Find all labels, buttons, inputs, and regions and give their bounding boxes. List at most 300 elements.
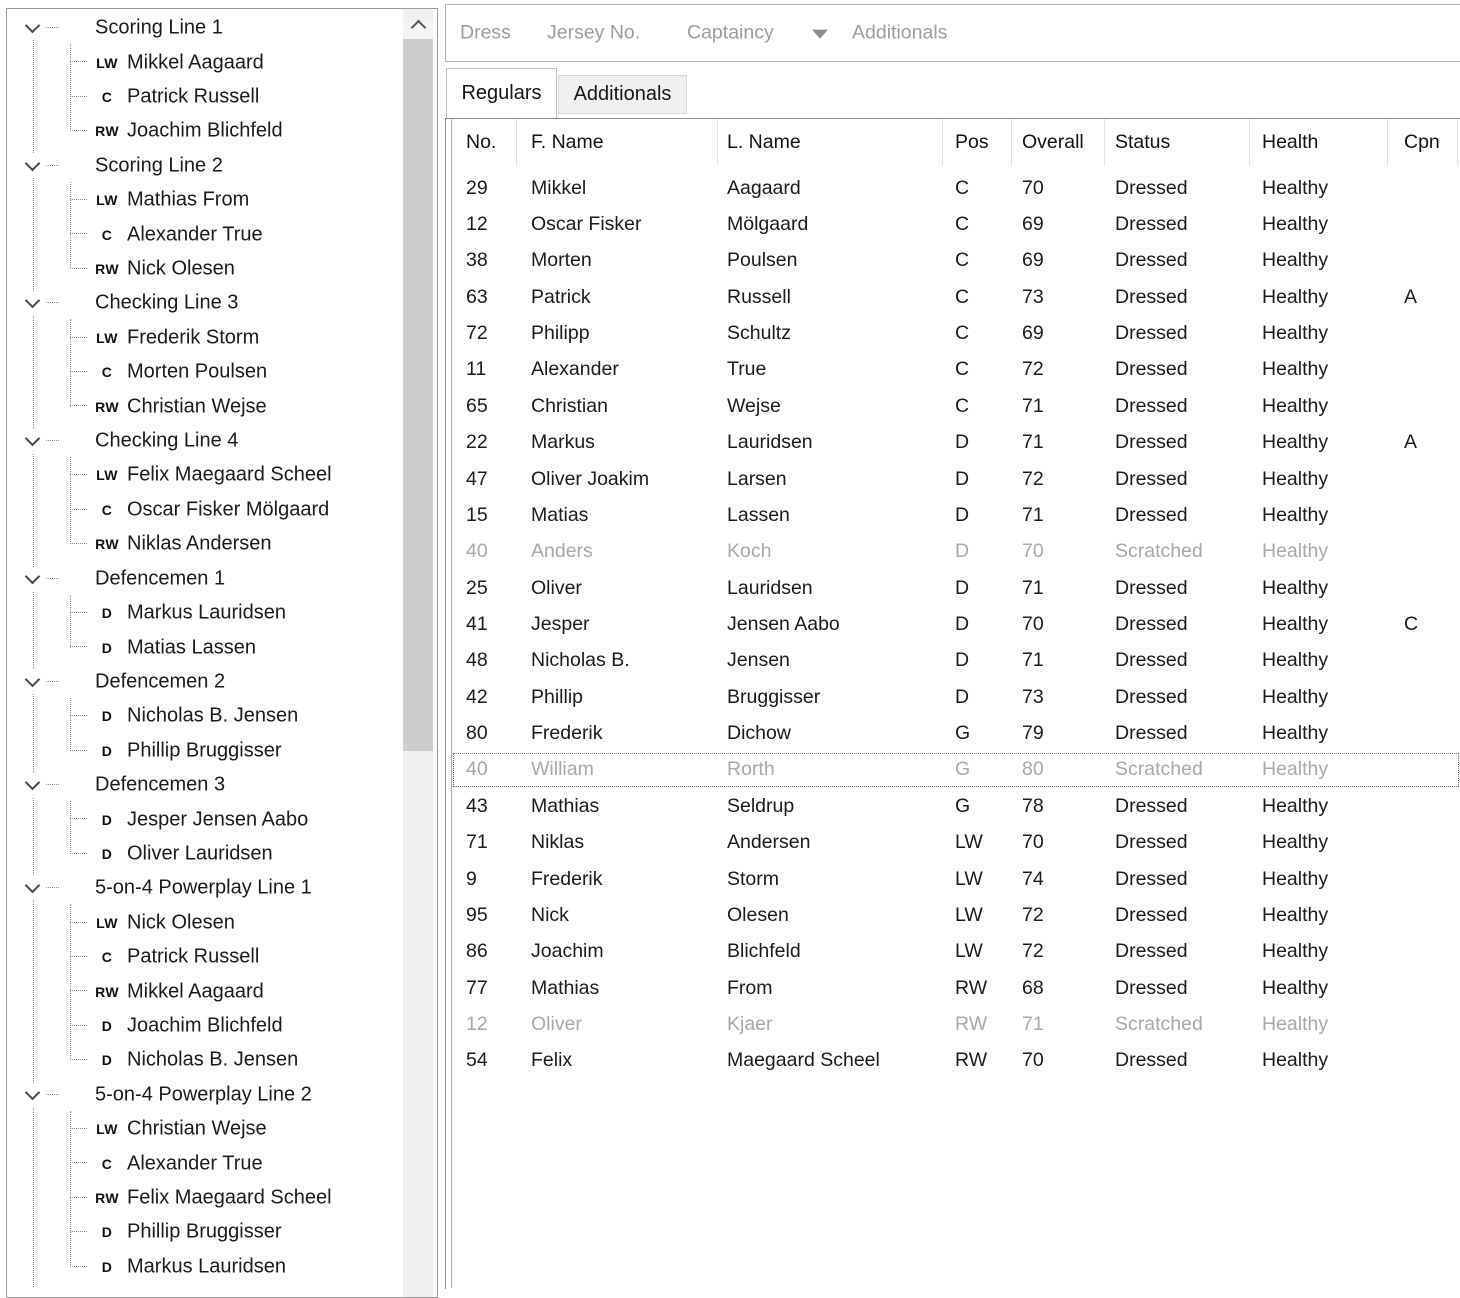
cell-health: Healthy xyxy=(1262,794,1329,817)
tree-player-item[interactable] xyxy=(7,1250,403,1284)
player-name: Christian Wejse xyxy=(127,395,267,418)
cell-pos: RW xyxy=(955,976,988,999)
player-name: Phillip Bruggisser xyxy=(127,739,282,762)
cell-no: 48 xyxy=(466,649,488,672)
tree-player-item[interactable] xyxy=(7,699,403,733)
cell-health: Healthy xyxy=(1262,722,1329,745)
cell-health: Healthy xyxy=(1262,976,1329,999)
cell-status: Dressed xyxy=(1115,249,1188,272)
cell-lname: Lassen xyxy=(727,503,790,526)
cell-no: 86 xyxy=(466,940,488,963)
cell-status: Scratched xyxy=(1115,1012,1203,1035)
tree-group-row[interactable] xyxy=(7,286,403,320)
lines-tree xyxy=(7,11,403,1297)
tree-connector xyxy=(70,853,87,854)
tree-group-row[interactable] xyxy=(7,11,403,45)
table-row[interactable] xyxy=(452,315,1460,351)
tree-connector xyxy=(46,681,59,682)
position-tag: D xyxy=(101,1258,113,1275)
position-tag: D xyxy=(101,1052,113,1069)
position-tag: RW xyxy=(95,123,119,140)
cell-status: Dressed xyxy=(1115,867,1188,890)
tree-connector xyxy=(46,302,59,303)
cell-health: Healthy xyxy=(1262,213,1329,236)
tree-expander[interactable] xyxy=(20,16,44,40)
cell-status: Dressed xyxy=(1115,976,1188,999)
tree-connector xyxy=(70,646,87,647)
cell-pos: C xyxy=(955,213,970,236)
tree-player-item[interactable] xyxy=(7,630,403,664)
tree-player-item[interactable] xyxy=(7,1112,403,1146)
column-header-lname[interactable]: L. Name xyxy=(718,119,943,166)
tree-connector xyxy=(70,543,87,544)
cell-fname: Philipp xyxy=(531,322,590,345)
tree-connector xyxy=(70,818,87,819)
tree-group-row[interactable] xyxy=(7,1078,403,1112)
cell-overall: 69 xyxy=(1022,249,1044,272)
tree-player-item[interactable] xyxy=(7,1146,403,1180)
tree-connector xyxy=(70,371,87,372)
table-body xyxy=(452,170,1460,1079)
cell-overall: 70 xyxy=(1022,176,1044,199)
position-tag: LW xyxy=(96,914,118,931)
cell-pos: D xyxy=(955,649,970,672)
cell-fname: Frederik xyxy=(531,722,603,745)
tree-connector xyxy=(70,509,87,510)
table-row[interactable] xyxy=(452,243,1460,279)
table-row[interactable] xyxy=(452,788,1460,824)
table-row[interactable] xyxy=(452,279,1460,315)
tree-group-block xyxy=(7,665,403,768)
cell-lname: True xyxy=(727,358,767,381)
table-row[interactable] xyxy=(452,461,1460,497)
cell-no: 11 xyxy=(466,358,487,381)
cell-fname: Alexander xyxy=(531,358,619,381)
tree-player-item[interactable] xyxy=(7,80,403,114)
cell-health: Healthy xyxy=(1262,176,1329,199)
tree-connector xyxy=(70,750,87,751)
cell-health: Healthy xyxy=(1262,831,1329,854)
cell-lname: Rorth xyxy=(727,758,775,781)
player-name: Mikkel Aagaard xyxy=(127,980,264,1003)
cell-pos: D xyxy=(955,576,970,599)
cell-lname: Jensen xyxy=(727,649,790,672)
cell-fname: Oliver xyxy=(531,1012,582,1035)
cell-status: Dressed xyxy=(1115,213,1188,236)
cell-no: 41 xyxy=(466,612,488,635)
cell-overall: 69 xyxy=(1022,322,1044,345)
column-header-pos[interactable]: Pos xyxy=(943,119,1012,166)
cell-cpn: C xyxy=(1404,612,1419,635)
cell-pos: C xyxy=(955,285,970,308)
cell-cpn: A xyxy=(1404,431,1418,454)
roster-toolbar xyxy=(445,4,1460,62)
position-tag: C xyxy=(101,501,113,518)
tree-group-row[interactable] xyxy=(7,871,403,905)
cell-status: Dressed xyxy=(1115,1049,1188,1072)
cell-pos: C xyxy=(955,358,970,381)
cell-fname: Patrick xyxy=(531,285,591,308)
cell-no: 25 xyxy=(466,576,488,599)
cell-fname: Oliver Joakim xyxy=(531,467,650,490)
dress-button[interactable]: Dress xyxy=(460,21,511,44)
position-tag: D xyxy=(101,708,113,725)
cell-status: Dressed xyxy=(1115,903,1188,926)
tree-player-item[interactable] xyxy=(7,183,403,217)
table-row[interactable] xyxy=(452,679,1460,715)
cell-status: Dressed xyxy=(1115,612,1188,635)
cell-health: Healthy xyxy=(1262,612,1329,635)
tree-expander[interactable] xyxy=(20,429,44,453)
player-name: Patrick Russell xyxy=(127,85,260,108)
cell-health: Healthy xyxy=(1262,503,1329,526)
player-name: Jesper Jensen Aabo xyxy=(127,808,309,831)
cell-lname: Seldrup xyxy=(727,794,795,817)
cell-lname: Storm xyxy=(727,867,780,890)
tree-player-item[interactable] xyxy=(7,527,403,561)
cell-health: Healthy xyxy=(1262,540,1329,563)
tree-connector xyxy=(70,130,87,131)
tree-group-row[interactable] xyxy=(7,562,403,596)
tree-group-label: Checking Line 4 xyxy=(95,429,239,452)
tree-player-item[interactable] xyxy=(7,1215,403,1249)
cell-overall: 80 xyxy=(1022,758,1044,781)
tree-player-item[interactable] xyxy=(7,114,403,148)
table-row[interactable] xyxy=(452,897,1460,933)
cell-lname: Andersen xyxy=(727,831,811,854)
cell-no: 22 xyxy=(466,431,488,454)
position-tag: D xyxy=(101,1224,113,1241)
cell-pos: D xyxy=(955,467,970,490)
cell-health: Healthy xyxy=(1262,394,1329,417)
cell-pos: D xyxy=(955,540,970,563)
cell-lname: Lauridsen xyxy=(727,431,813,454)
tree-connector xyxy=(46,1094,59,1095)
cell-status: Dressed xyxy=(1115,794,1188,817)
cell-lname: Schultz xyxy=(727,322,791,345)
player-name: Felix Maegaard Scheel xyxy=(127,463,332,486)
position-tag: C xyxy=(101,89,113,106)
chevron-down-icon xyxy=(24,568,40,584)
cell-pos: G xyxy=(955,758,971,781)
cell-pos: C xyxy=(955,176,970,199)
cell-health: Healthy xyxy=(1262,249,1329,272)
tree-player-item[interactable] xyxy=(7,493,403,527)
table-row[interactable] xyxy=(452,534,1460,570)
cell-fname: Mathias xyxy=(531,976,600,999)
chevron-down-icon xyxy=(24,431,40,447)
chevron-down-icon xyxy=(24,293,40,309)
tree-player-item[interactable] xyxy=(7,252,403,286)
tree-player-item[interactable] xyxy=(7,45,403,79)
cell-status: Scratched xyxy=(1115,758,1203,781)
tree-expander[interactable] xyxy=(20,567,44,591)
cell-fname: Mathias xyxy=(531,794,600,817)
roster-table xyxy=(451,119,1460,1288)
cell-overall: 71 xyxy=(1022,431,1044,454)
tree-connector xyxy=(46,440,59,441)
cell-lname: Poulsen xyxy=(727,249,798,272)
cell-lname: Blichfeld xyxy=(727,940,801,963)
cell-pos: C xyxy=(955,394,970,417)
tree-connector xyxy=(70,337,87,338)
table-row[interactable] xyxy=(452,715,1460,751)
cell-cpn: A xyxy=(1404,285,1418,308)
column-header-overall[interactable]: Overall xyxy=(1012,119,1105,166)
table-row[interactable] xyxy=(452,970,1460,1006)
column-header-cpn[interactable]: Cpn xyxy=(1388,119,1458,166)
cell-no: 15 xyxy=(466,503,488,526)
cell-health: Healthy xyxy=(1262,940,1329,963)
tree-player-item[interactable] xyxy=(7,596,403,630)
player-name: Alexander True xyxy=(127,1152,263,1175)
cell-status: Dressed xyxy=(1115,940,1188,963)
cell-fname: Mikkel xyxy=(531,176,587,199)
tree-connector xyxy=(70,1197,87,1198)
position-tag: LW xyxy=(96,467,118,484)
cell-fname: William xyxy=(531,758,594,781)
tree-connector xyxy=(46,27,59,28)
cell-pos: LW xyxy=(955,831,983,854)
tree-player-item[interactable] xyxy=(7,734,403,768)
tree-player-item[interactable] xyxy=(7,389,403,423)
cell-overall: 71 xyxy=(1022,649,1044,672)
tree-player-item[interactable] xyxy=(7,217,403,251)
player-name: Nicholas B. Jensen xyxy=(127,704,299,727)
dropdown-arrow-icon[interactable] xyxy=(812,30,828,39)
cell-health: Healthy xyxy=(1262,758,1329,781)
tree-connector xyxy=(46,578,59,579)
cell-health: Healthy xyxy=(1262,467,1329,490)
cell-fname: Oscar Fisker xyxy=(531,213,642,236)
column-header-health[interactable]: Health xyxy=(1250,119,1388,166)
column-header-fname[interactable]: F. Name xyxy=(517,119,718,166)
cell-overall: 71 xyxy=(1022,576,1044,599)
position-tag: RW xyxy=(95,536,119,553)
cell-fname: Frederik xyxy=(531,867,603,890)
player-name: Oscar Fisker Mölgaard xyxy=(127,498,330,521)
cell-fname: Felix xyxy=(531,1049,573,1072)
tree-connector xyxy=(46,165,59,166)
position-tag: RW xyxy=(95,983,119,1000)
tree-group-row[interactable] xyxy=(7,768,403,802)
cell-no: 38 xyxy=(466,249,488,272)
cell-pos: LW xyxy=(955,903,983,926)
cell-no: 40 xyxy=(466,758,488,781)
tree-group-block xyxy=(7,562,403,665)
cell-overall: 73 xyxy=(1022,685,1044,708)
tree-player-item[interactable] xyxy=(7,321,403,355)
tree-connector xyxy=(70,990,87,991)
scrollbar-thumb[interactable] xyxy=(403,39,433,751)
player-name: Joachim Blichfeld xyxy=(127,1014,283,1037)
table-row[interactable] xyxy=(452,1006,1460,1042)
table-row[interactable] xyxy=(452,497,1460,533)
cell-status: Dressed xyxy=(1115,176,1188,199)
tree-group-label: Defencemen 3 xyxy=(95,773,226,796)
cell-pos: D xyxy=(955,612,970,635)
tree-player-item[interactable] xyxy=(7,974,403,1008)
tree-group-label: Defencemen 2 xyxy=(95,670,226,693)
position-tag: RW xyxy=(95,398,119,415)
table-row[interactable] xyxy=(452,352,1460,388)
tree-expander[interactable] xyxy=(20,154,44,178)
table-row[interactable] xyxy=(452,934,1460,970)
cell-lname: Bruggisser xyxy=(727,685,821,708)
tree-player-item[interactable] xyxy=(7,1009,403,1043)
tree-group-block xyxy=(7,149,403,287)
player-name: Nick Olesen xyxy=(127,911,235,934)
tree-player-item[interactable] xyxy=(7,906,403,940)
cell-no: 77 xyxy=(466,976,488,999)
cell-health: Healthy xyxy=(1262,867,1329,890)
tree-expander[interactable] xyxy=(20,773,44,797)
cell-pos: LW xyxy=(955,940,983,963)
player-name: Niklas Andersen xyxy=(127,532,272,555)
table-row[interactable] xyxy=(452,1043,1460,1079)
cell-fname: Markus xyxy=(531,431,595,454)
cell-status: Dressed xyxy=(1115,467,1188,490)
cell-overall: 71 xyxy=(1022,394,1044,417)
tree-connector xyxy=(70,922,87,923)
position-tag: C xyxy=(101,949,113,966)
tree-group-row[interactable] xyxy=(7,149,403,183)
cell-health: Healthy xyxy=(1262,649,1329,672)
column-header-no[interactable]: No. xyxy=(452,119,517,166)
player-name: Nicholas B. Jensen xyxy=(127,1048,299,1071)
cell-pos: G xyxy=(955,722,971,745)
table-row[interactable] xyxy=(452,170,1460,206)
tree-expander[interactable] xyxy=(20,291,44,315)
table-row[interactable] xyxy=(452,570,1460,606)
tree-connector xyxy=(70,199,87,200)
cell-fname: Anders xyxy=(531,540,593,563)
tree-group-row[interactable] xyxy=(7,665,403,699)
tree-group-label: 5-on-4 Powerplay Line 2 xyxy=(95,1083,312,1106)
cell-overall: 72 xyxy=(1022,903,1044,926)
cell-health: Healthy xyxy=(1262,1012,1329,1035)
player-name: Joachim Blichfeld xyxy=(127,119,283,142)
cell-fname: Christian xyxy=(531,394,608,417)
position-tag: LW xyxy=(96,1121,118,1138)
tree-player-item[interactable] xyxy=(7,1181,403,1215)
roster-tabs xyxy=(445,68,1460,118)
cell-no: 40 xyxy=(466,540,488,563)
cell-no: 29 xyxy=(466,176,488,199)
cell-no: 43 xyxy=(466,794,488,817)
cell-lname: Olesen xyxy=(727,903,789,926)
tree-expander[interactable] xyxy=(20,876,44,900)
cell-lname: Koch xyxy=(727,540,772,563)
tree-player-item[interactable] xyxy=(7,458,403,492)
tree-connector xyxy=(70,1025,87,1026)
player-name: Felix Maegaard Scheel xyxy=(127,1186,332,1209)
tree-connector xyxy=(70,268,87,269)
jersey-no-button[interactable]: Jersey No. xyxy=(547,21,641,44)
table-header-row xyxy=(452,119,1460,170)
table-row[interactable] xyxy=(452,643,1460,679)
position-tag: RW xyxy=(95,1190,119,1207)
tree-group-label: Defencemen 1 xyxy=(95,567,226,590)
tree-connector xyxy=(70,1128,87,1129)
tree-connector xyxy=(70,474,87,475)
cell-health: Healthy xyxy=(1262,685,1329,708)
column-header-status[interactable]: Status xyxy=(1105,119,1250,166)
table-row[interactable] xyxy=(452,752,1460,788)
cell-pos: RW xyxy=(955,1012,988,1035)
tree-expander[interactable] xyxy=(20,670,44,694)
cell-no: 12 xyxy=(466,1012,488,1035)
tree-expander[interactable] xyxy=(20,1083,44,1107)
tree-group-row[interactable] xyxy=(7,424,403,458)
tree-player-item[interactable] xyxy=(7,355,403,389)
tree-player-item[interactable] xyxy=(7,1043,403,1077)
cell-health: Healthy xyxy=(1262,358,1329,381)
additionals-button[interactable]: Additionals xyxy=(852,21,948,44)
tree-connector xyxy=(70,1059,87,1060)
tab-regulars[interactable]: Regulars xyxy=(446,68,557,118)
player-name: Markus Lauridsen xyxy=(127,1255,286,1278)
tree-connector xyxy=(46,784,59,785)
cell-pos: RW xyxy=(955,1049,988,1072)
cell-health: Healthy xyxy=(1262,285,1329,308)
cell-lname: Kjaer xyxy=(727,1012,773,1035)
tree-scrollbar[interactable] xyxy=(403,9,433,1297)
tree-connector xyxy=(70,1266,87,1267)
cell-fname: Phillip xyxy=(531,685,584,708)
table-row[interactable] xyxy=(452,388,1460,424)
tree-player-item[interactable] xyxy=(7,940,403,974)
table-row[interactable] xyxy=(452,425,1460,461)
cell-status: Dressed xyxy=(1115,685,1188,708)
cell-no: 72 xyxy=(466,322,488,345)
cell-overall: 69 xyxy=(1022,213,1044,236)
cell-health: Healthy xyxy=(1262,1049,1329,1072)
cell-overall: 78 xyxy=(1022,794,1044,817)
table-row[interactable] xyxy=(452,824,1460,860)
table-row[interactable] xyxy=(452,861,1460,897)
tree-connector xyxy=(70,715,87,716)
tree-player-item[interactable] xyxy=(7,802,403,836)
table-row[interactable] xyxy=(452,206,1460,242)
cell-status: Dressed xyxy=(1115,322,1188,345)
captaincy-button[interactable]: Captaincy xyxy=(687,21,774,44)
cell-no: 12 xyxy=(466,213,488,236)
position-tag: D xyxy=(101,845,113,862)
cell-overall: 70 xyxy=(1022,831,1044,854)
cell-overall: 68 xyxy=(1022,976,1044,999)
cell-fname: Joachim xyxy=(531,940,604,963)
cell-pos: LW xyxy=(955,867,983,890)
position-tag: LW xyxy=(96,329,118,346)
player-name: Phillip Bruggisser xyxy=(127,1220,282,1243)
table-row[interactable] xyxy=(452,606,1460,642)
position-tag: D xyxy=(101,1017,113,1034)
tree-player-item[interactable] xyxy=(7,837,403,871)
tree-group-label: Scoring Line 1 xyxy=(95,16,223,39)
tree-group-block xyxy=(7,768,403,871)
position-tag: D xyxy=(101,742,113,759)
player-name: Oliver Lauridsen xyxy=(127,842,273,865)
cell-no: 71 xyxy=(466,831,488,854)
position-tag: C xyxy=(101,364,113,381)
tree-connector xyxy=(70,1162,87,1163)
chevron-down-icon xyxy=(24,1085,40,1101)
tree-group-label: Checking Line 3 xyxy=(95,291,239,314)
chevron-up-icon xyxy=(410,20,426,36)
tab-additionals[interactable]: Additionals xyxy=(558,75,687,114)
cell-overall: 71 xyxy=(1022,1012,1044,1035)
